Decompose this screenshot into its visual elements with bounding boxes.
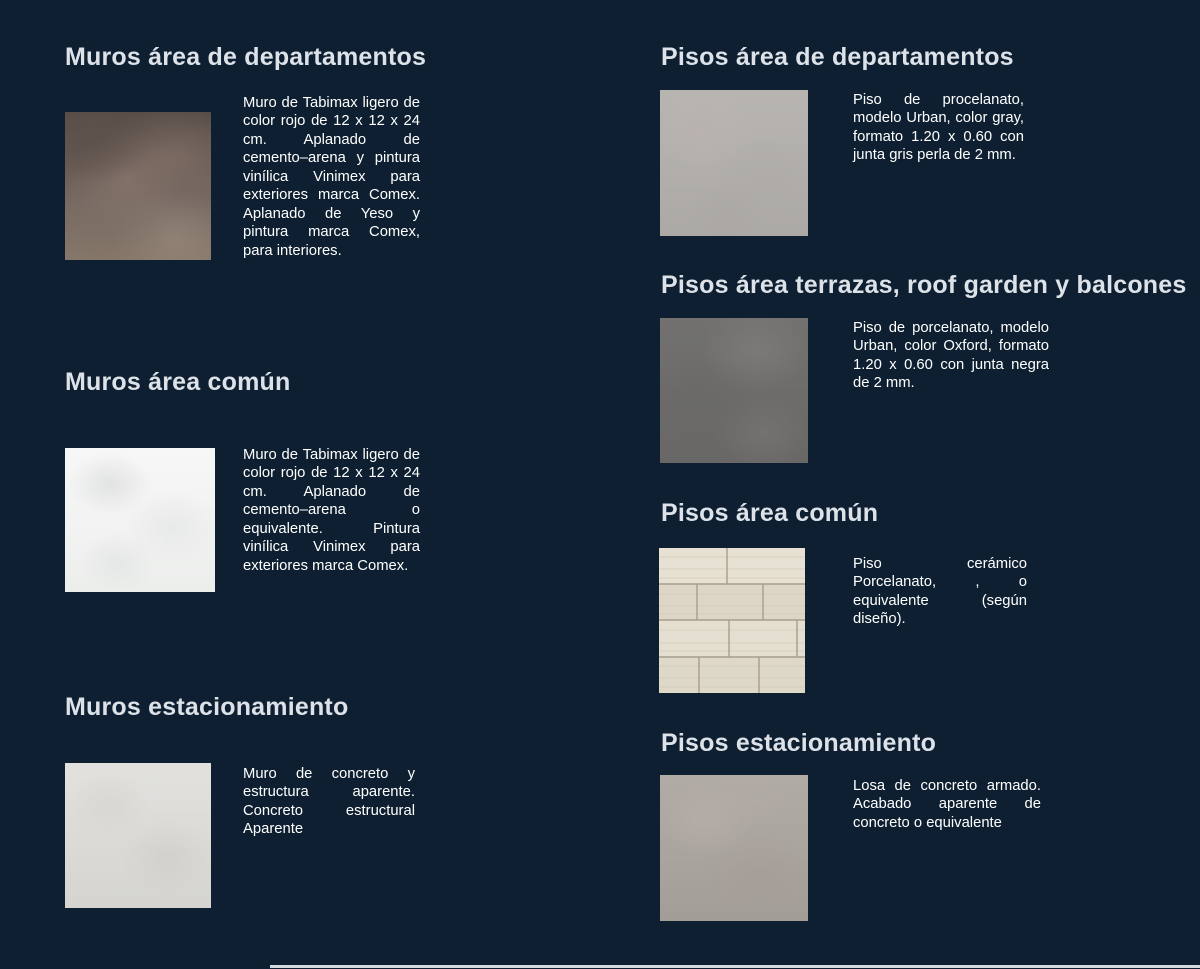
bottom-divider <box>270 965 1200 968</box>
material-swatch-dark-porcelain <box>660 318 808 463</box>
section-heading-muros-area-comun: Muros área común <box>65 368 291 396</box>
material-description-pisos-estacionamiento: Losa de concreto armado. Acabado aparente de concreto o equivalente <box>853 778 1041 831</box>
section-heading-pisos-terrazas: Pisos área terrazas, roof garden y balcones <box>661 271 1187 299</box>
section-heading-pisos-estacionamiento: Pisos estacionamiento <box>661 729 937 757</box>
material-swatch-concrete-slab <box>660 775 808 921</box>
section-heading-pisos-departamentos: Pisos área de departamentos <box>661 43 1014 71</box>
material-description-muros-departamentos: Muro de Tabimax ligero de color rojo de 12 x 12 x 24 cm. Aplanado de cemento–arena y pintura vinílica Vinimex para exteriores marca Comex. Aplanado de Yeso y pintura marca Comex, para interiores. <box>243 95 420 259</box>
wood-plank-pattern <box>659 548 805 693</box>
section-heading-muros-departamentos: Muros área de departamentos <box>65 43 427 71</box>
material-description-muros-estacionamiento: Muro de concreto y estructura aparente. Concreto estructural Aparente <box>243 766 415 838</box>
material-description-pisos-departamentos: Piso de procelanato, modelo Urban, color gray, formato 1.20 x 0.60 con junta gris perla de 2 mm. <box>853 92 1024 164</box>
material-swatch-white-stucco <box>65 448 215 592</box>
material-swatch-gray-porcelain <box>660 90 808 236</box>
material-description-pisos-terrazas: Piso de porcelanato, modelo Urban, color Oxford, formato 1.20 x 0.60 con junta negra de 2 mm. <box>853 320 1049 392</box>
material-description-muros-area-comun: Muro de Tabimax ligero de color rojo de 12 x 12 x 24 cm. Aplanado de cemento–arena o equivalente. Pintura vinílica Vinimex para exteriores marca Comex. <box>243 447 420 574</box>
material-swatch-brown-stucco <box>65 112 211 260</box>
material-swatch-light-concrete <box>65 763 211 908</box>
material-swatch-wood-plank-tile <box>659 548 805 693</box>
material-description-pisos-area-comun: Piso cerámico Porcelanato, , o equivalente (según diseño). <box>853 556 1027 628</box>
section-heading-pisos-area-comun: Pisos área común <box>661 499 879 527</box>
section-heading-muros-estacionamiento: Muros estacionamiento <box>65 693 349 721</box>
